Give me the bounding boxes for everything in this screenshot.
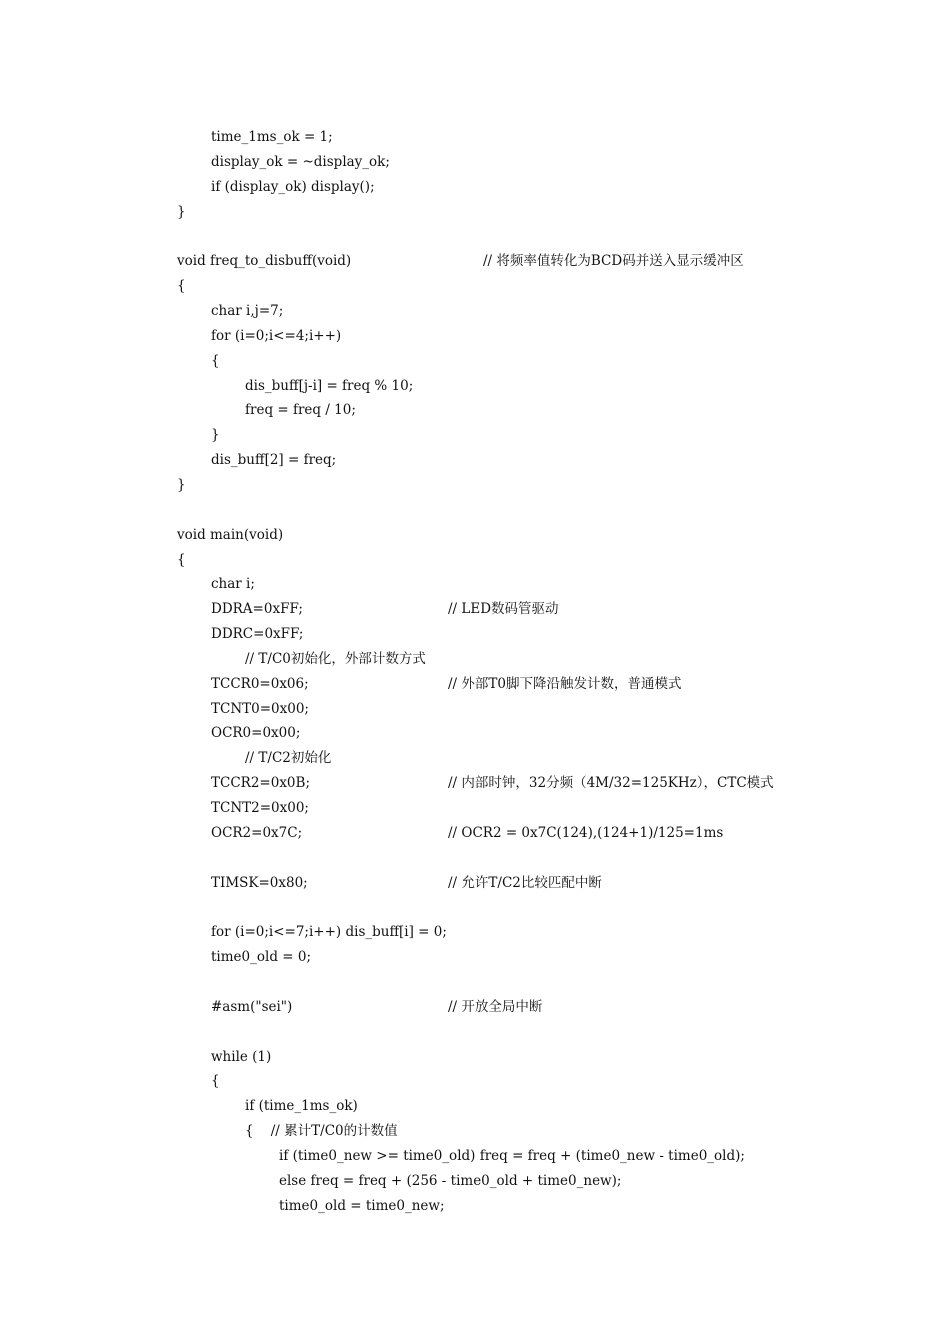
code-text: for (i=0;i<=7;i++) dis_buff[i] = 0;	[211, 924, 447, 941]
code-comment: // OCR2 = 0x7C(124),(124+1)/125=1ms	[448, 824, 724, 841]
code-text: #asm("sei")	[211, 998, 293, 1015]
code-text: while (1)	[211, 1048, 272, 1065]
code-text: TCCR0=0x06;	[211, 675, 309, 692]
code-text: {	[177, 551, 186, 568]
code-text: {	[211, 1073, 220, 1090]
code-text: OCR0=0x00;	[211, 725, 301, 742]
code-text: TCCR2=0x0B;	[211, 775, 310, 792]
code-text: if (display_ok) display();	[211, 178, 375, 195]
code-text: void freq_to_disbuff(void)	[177, 253, 352, 270]
code-text: TCNT0=0x00;	[211, 700, 309, 717]
code-text: {	[211, 352, 220, 369]
code-text: OCR2=0x7C;	[211, 824, 303, 841]
code-text: TCNT2=0x00;	[211, 800, 309, 816]
code-text: for (i=0;i<=4;i++)	[211, 327, 342, 344]
code-text: char i,j=7;	[211, 303, 284, 319]
code-text: display_ok = ~display_ok;	[211, 153, 390, 170]
code-text: time0_old = 0;	[211, 949, 311, 966]
code-text: }	[177, 476, 186, 493]
code-comment: // 允许T/C2比较匹配中断	[448, 874, 602, 891]
code-text: TIMSK=0x80;	[211, 874, 308, 891]
code-text: // T/C2初始化	[245, 750, 332, 767]
code-text: { // 累计T/C0的计数值	[245, 1123, 398, 1139]
code-text: DDRC=0xFF;	[211, 626, 304, 642]
code-text: freq = freq / 10;	[245, 402, 356, 419]
code-text: time0_old = time0_new;	[279, 1197, 445, 1214]
code-text: dis_buff[2] = freq;	[211, 452, 337, 469]
code-comment: // 将频率值转化为BCD码并送入显示缓冲区	[483, 253, 744, 270]
code-text: }	[177, 203, 186, 220]
code-text: else freq = freq + (256 - time0_old + time0_new);	[279, 1172, 622, 1189]
code-text: void main(void)	[177, 526, 284, 543]
code-comment: // 外部T0脚下降沿触发计数，普通模式	[448, 675, 682, 692]
code-comment: // 内部时钟，32分频（4M/32=125KHz），CTC模式	[448, 775, 774, 792]
code-text: // T/C0初始化，外部计数方式	[245, 650, 426, 667]
code-text: if (time0_new >= time0_old) freq = freq + (time0_new - time0_old);	[279, 1147, 745, 1164]
code-text: DDRA=0xFF;	[211, 601, 303, 618]
code-text: char i;	[211, 576, 255, 593]
code-text: if (time_1ms_ok)	[245, 1098, 358, 1115]
code-text: time_1ms_ok = 1;	[211, 129, 333, 145]
code-text: }	[211, 427, 220, 444]
code-comment: // LED数码管驱动	[448, 601, 559, 618]
code-text: dis_buff[j-i] = freq % 10;	[245, 377, 414, 394]
code-text: {	[177, 278, 186, 295]
code-comment: // 开放全局中断	[448, 998, 543, 1015]
